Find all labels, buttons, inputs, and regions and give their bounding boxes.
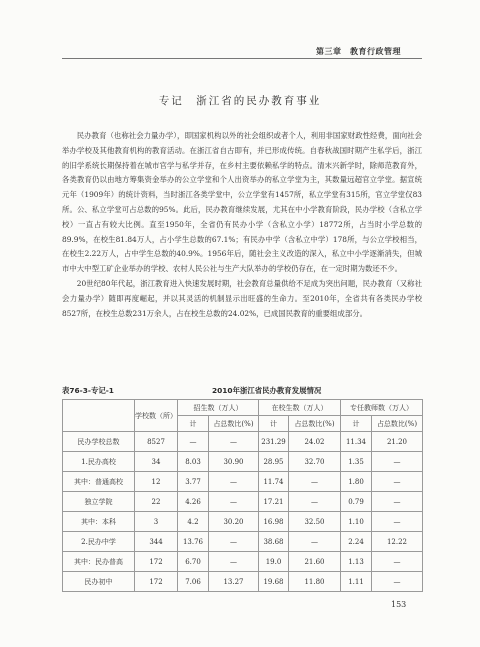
row-label: 民办学校总数	[63, 432, 135, 452]
cell-teachers-pct: —	[372, 452, 423, 472]
cell-students-pct: —	[289, 472, 341, 492]
subheader-ratio: 占总数比(%)	[372, 416, 423, 432]
cell-teachers-pct: 21.20	[372, 432, 423, 452]
subheader-count: 计	[341, 416, 372, 432]
cell-students: 16.98	[259, 512, 289, 532]
article-body	[62, 129, 422, 321]
data-table	[62, 399, 423, 592]
cell-teachers: 0.79	[341, 492, 372, 512]
cell-enroll-pct: —	[209, 472, 259, 492]
cell-enroll: 13.76	[178, 532, 209, 552]
cell-schools: 3	[135, 512, 178, 532]
table-row	[63, 452, 423, 472]
subheader-count: 计	[178, 416, 209, 432]
subheader-ratio: 占总数比(%)	[209, 416, 259, 432]
header-blank	[63, 400, 135, 432]
cell-students-pct: 24.02	[289, 432, 341, 452]
cell-teachers: 1.13	[341, 552, 372, 572]
cell-schools: 344	[135, 532, 178, 552]
running-head: 第三章 教育行政管理	[316, 47, 401, 56]
cell-teachers-pct: —	[372, 512, 423, 532]
cell-students-pct: —	[289, 532, 341, 552]
page-number: 153	[391, 600, 407, 609]
cell-enroll: 3.77	[178, 472, 209, 492]
cell-enroll: 6.70	[178, 552, 209, 572]
cell-students: 28.95	[259, 452, 289, 472]
subheader-ratio: 占总数比(%)	[289, 416, 341, 432]
table-row	[63, 472, 423, 492]
cell-teachers: 2.24	[341, 532, 372, 552]
header-rule	[62, 58, 422, 59]
cell-students-pct: 32.50	[289, 512, 341, 532]
table-row	[63, 512, 423, 532]
table-row	[63, 492, 423, 512]
header-teachers: 专任教师数（万人）	[341, 400, 423, 416]
cell-students-pct: 32.70	[289, 452, 341, 472]
table-row	[63, 432, 423, 452]
cell-enroll-pct: —	[209, 492, 259, 512]
cell-enroll-pct: 30.90	[209, 452, 259, 472]
cell-students: 231.29	[259, 432, 289, 452]
table-body	[63, 432, 423, 592]
cell-schools: 12	[135, 472, 178, 492]
header-students: 在校生数（万人）	[259, 400, 341, 416]
cell-teachers: 11.34	[341, 432, 372, 452]
cell-teachers-pct: —	[372, 552, 423, 572]
row-label: 1.民办高校	[63, 452, 135, 472]
article-title: 专记 浙江省的民办教育事业	[158, 95, 322, 107]
cell-enroll-pct: —	[209, 432, 259, 452]
cell-teachers-pct: —	[372, 472, 423, 492]
cell-enroll: —	[178, 432, 209, 452]
table-row	[63, 532, 423, 552]
row-label: 2.民办中学	[63, 532, 135, 552]
cell-schools: 22	[135, 492, 178, 512]
row-label: 独立学院	[63, 492, 135, 512]
header-schools: 学校数（所）	[135, 400, 178, 432]
cell-students: 19.0	[259, 552, 289, 572]
cell-enroll-pct: —	[209, 532, 259, 552]
cell-students-pct: —	[289, 492, 341, 512]
cell-enroll-pct: —	[209, 552, 259, 572]
cell-schools: 172	[135, 552, 178, 572]
cell-teachers: 1.11	[341, 572, 372, 592]
row-label: 其中：普通高校	[63, 472, 135, 492]
cell-schools: 34	[135, 452, 178, 472]
cell-students: 19.68	[259, 572, 289, 592]
cell-students: 38.68	[259, 532, 289, 552]
cell-teachers: 1.80	[341, 472, 372, 492]
cell-enroll-pct: 13.27	[209, 572, 259, 592]
header-enroll: 招生数（万人）	[178, 400, 259, 416]
cell-schools: 172	[135, 572, 178, 592]
cell-teachers: 1.35	[341, 452, 372, 472]
cell-enroll: 8.03	[178, 452, 209, 472]
row-label: 其中：本科	[63, 512, 135, 532]
cell-enroll: 4.26	[178, 492, 209, 512]
paragraph: 20世纪80年代起，浙江教育进入快速发展时期，社会教育总量供给不足成为突出问题，民办教育（又称社会力量办学）随即再度崛起，并以其灵活的机制显示出旺盛的生命力。至2010年，全省共有各类民办学校8527所，在校生总数231万余人，占在校生总数的24.02%，已成国民教育的重要组成部分。	[62, 278, 422, 318]
cell-students: 17.21	[259, 492, 289, 512]
table-row	[63, 572, 423, 592]
cell-schools: 8527	[135, 432, 178, 452]
row-label: 民办初中	[63, 572, 135, 592]
table-title: 2010年浙江省民办教育发展情况	[212, 386, 322, 395]
table-row	[63, 552, 423, 572]
cell-enroll: 7.06	[178, 572, 209, 592]
table-number: 表76-3-专记-1	[62, 386, 114, 395]
cell-students-pct: 21.60	[289, 552, 341, 572]
cell-teachers-pct: 12.22	[372, 532, 423, 552]
row-label: 其中：民办普高	[63, 552, 135, 572]
cell-students: 11.74	[259, 472, 289, 492]
subheader-count: 计	[259, 416, 289, 432]
cell-enroll: 4.2	[178, 512, 209, 532]
cell-teachers-pct: —	[372, 492, 423, 512]
cell-teachers: 1.10	[341, 512, 372, 532]
cell-students-pct: 11.80	[289, 572, 341, 592]
cell-teachers-pct: —	[372, 572, 423, 592]
cell-enroll-pct: 30.20	[209, 512, 259, 532]
paragraph: 民办教育（也称社会力量办学），即国家机构以外的社会组织或者个人，利用非国家财政性经费，面向社会举办学校及其他教育机构的教育活动。在浙江省自古即有，并已形成传统。自春秋战国时期产生私学后，浙江的旧学系统长期保持着在城市官学与私学并存，在乡村主要依赖私学的特点。清末兴新学时，除师范教育外，各类教育仍以由地方筹集资金举办的公立学堂和个人出资举办的私立学堂为主，其数量远超官立学堂。据宣统元年（1909年）的统计资料，当时浙江各类学堂中，公立学堂有1457所，私立学堂有315所，官立学堂仅83所。公、私立学堂可占总数的95%。此后，民办教育继续发展，尤其在中小学教育阶段，民办学校（含私立学校）一直占有较大比例。直至1950年，全省仍有民办小学（含私立小学）18772所，占当时小学总数的89.9%，在校生81.84万人，占小学生总数的67.1%；有民办中学（含私立中学）178所，与公立学校相当，在校生2.22万人，占中学生总数的40.9%。1956年后，随社会主义改造的深入，私立中小学逐渐消失，但城市中大中型工矿企业举办的学校、农村人民公社与生产大队举办的学校仍存在，在一定时期为数还不少。	[62, 131, 422, 274]
